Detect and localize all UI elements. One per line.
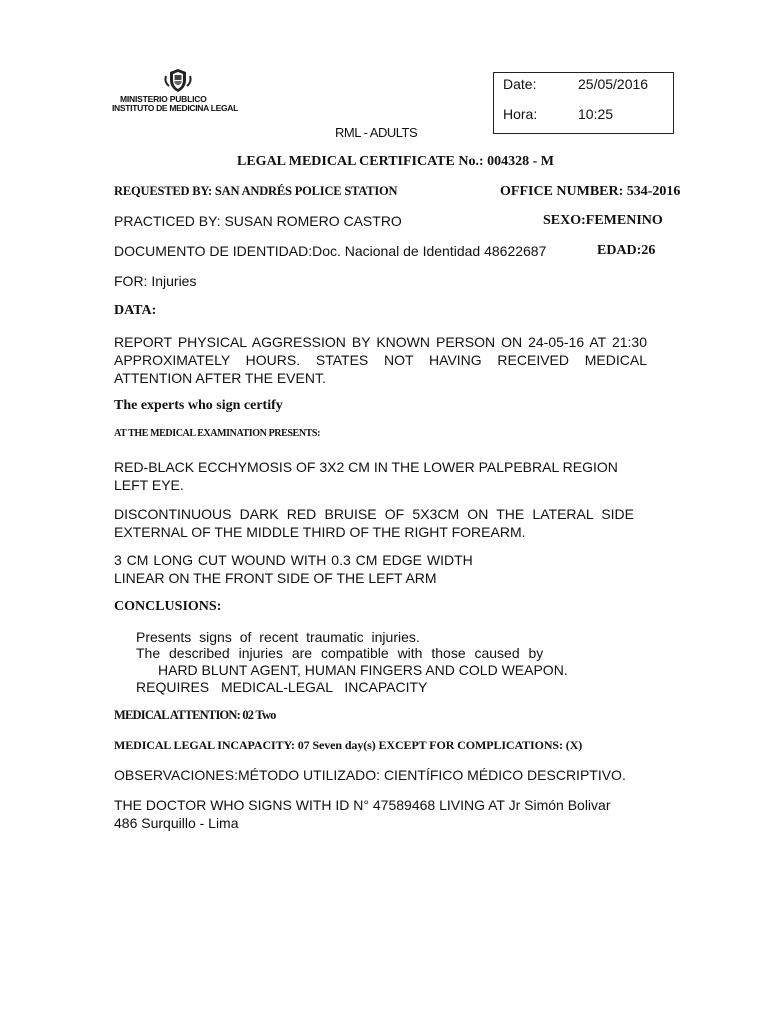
finding-1: RED-BLACK ECCHYMOSIS OF 3X2 CM IN THE LOWER PALPEBRAL REGION LEFT EYE. (114, 459, 618, 493)
date-time-box (493, 72, 674, 134)
data-heading: DATA: (114, 303, 157, 318)
medical-incapacity: MEDICAL LEGAL INCAPACITY: 07 Seven day(s) EXCEPT FOR COMPLICATIONS: (X) (114, 738, 583, 752)
conclusion-line-3: HARD BLUNT AGENT, HUMAN FINGERS AND COLD WEAPON. (158, 662, 568, 678)
exam-heading: AT THE MEDICAL EXAMINATION PRESENTS: (114, 428, 321, 439)
office-number: OFFICE NUMBER: 534-2016 (500, 184, 681, 199)
logo-line-1: MINISTERIO PUBLICO (120, 94, 207, 104)
conclusion-line-1: Presents signs of recent traumatic injuries. (136, 629, 420, 645)
finding-3-line-2: LINEAR ON THE FRONT SIDE OF THE LEFT ARM (114, 570, 437, 586)
section-label: RML - ADULTS (335, 125, 418, 140)
doctor-line-2: 486 Surquillo - Lima (114, 815, 239, 831)
observaciones: OBSERVACIONES:MÉTODO UTILIZADO: CIENTÍFICO MÉDICO DESCRIPTIVO. (114, 767, 626, 783)
data-text: REPORT PHYSICAL AGGRESSION BY KNOWN PERSON ON 24-05-16 AT 21:30 APPROXIMATELY HOURS. STATES NOT HAVING RECEIVED MEDICAL ATTENTION AFTER THE EVENT. (114, 334, 647, 386)
edad: EDAD:26 (597, 243, 656, 258)
finding-3-line-1: 3 CM LONG CUT WOUND WITH 0.3 CM EDGE WIDTH (114, 552, 473, 568)
requested-by: REQUESTED BY: SAN ANDRÉS POLICE STATION (114, 184, 398, 198)
date-value: 25/05/2016 (578, 76, 649, 92)
medical-attention: MEDICAL ATTENTION: 02 Two (114, 708, 276, 722)
sexo: SEXO:FEMENINO (543, 213, 663, 228)
documento-identidad: DOCUMENTO DE IDENTIDAD:Doc. Nacional de Identidad 48622687 (114, 243, 547, 259)
conclusions-heading: CONCLUSIONS: (114, 599, 222, 614)
practiced-by: PRACTICED BY: SUSAN ROMERO CASTRO (114, 213, 402, 229)
experts-heading: The experts who sign certify (114, 398, 283, 413)
conclusion-line-4: REQUIRES MEDICAL-LEGAL INCAPACITY (136, 679, 428, 695)
conclusion-line-2: The described injuries are compatible with those caused by (136, 645, 544, 661)
doctor-line-1: THE DOCTOR WHO SIGNS WITH ID N° 47589468 LIVING AT Jr Simón Bolivar (114, 797, 611, 813)
for-reason: FOR: Injuries (114, 273, 197, 289)
coat-of-arms-icon (164, 68, 192, 94)
certificate-title: LEGAL MEDICAL CERTIFICATE No.: 004328 - M (237, 154, 554, 169)
date-label: Date: (503, 76, 537, 92)
time-value: 10:25 (578, 106, 614, 122)
time-label: Hora: (503, 106, 538, 122)
logo-line-2: INSTITUTO DE MEDICINA LEGAL (112, 103, 239, 113)
finding-2: DISCONTINUOUS DARK RED BRUISE OF 5X3CM ON THE LATERAL SIDE EXTERNAL OF THE MIDDLE THIRD OF THE RIGHT FOREARM. (114, 506, 634, 540)
